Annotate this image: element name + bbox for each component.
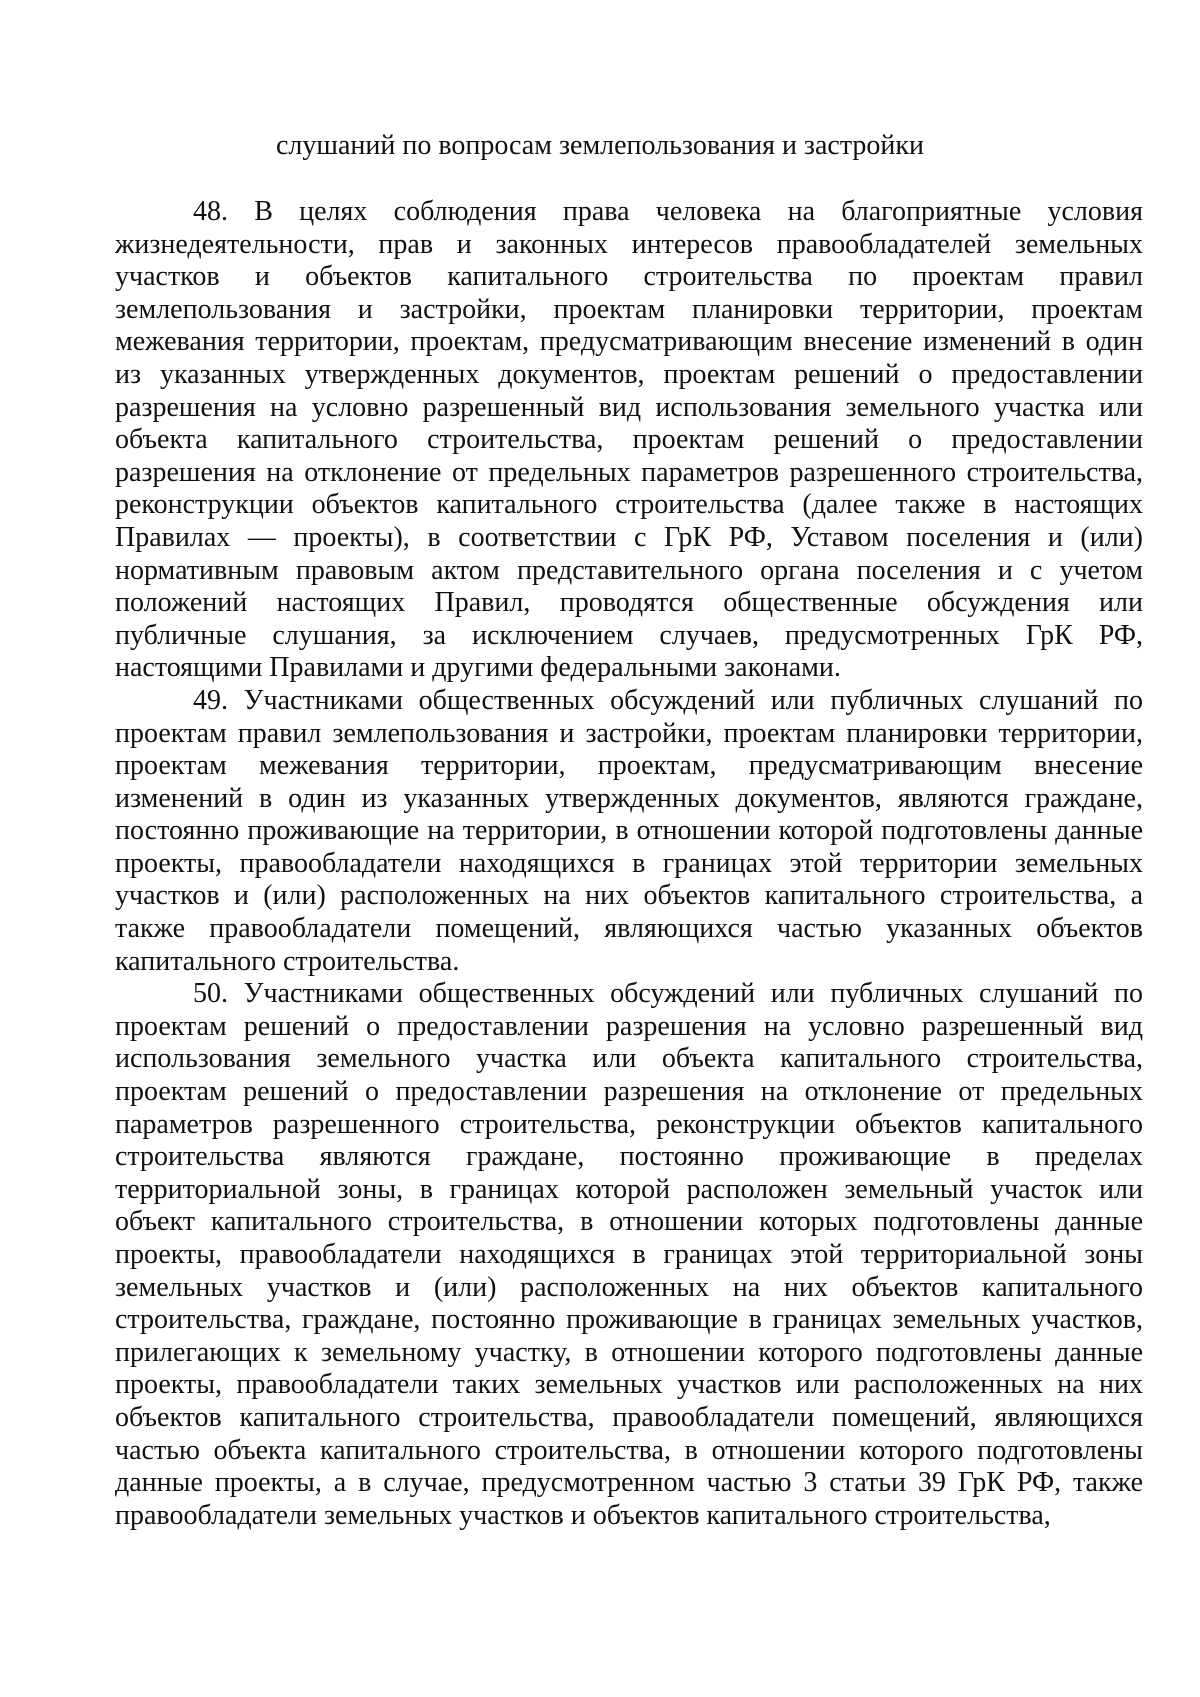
paragraph-48 bbox=[115, 196, 1143, 685]
document-body bbox=[115, 196, 1143, 1532]
paragraph-number: 50. bbox=[193, 978, 228, 1010]
paragraph-number: 48. bbox=[193, 196, 228, 227]
section-heading: слушаний по вопросам землепользования и застройки bbox=[276, 130, 924, 161]
paragraph-text: Участниками общественных обсуждений или публичных слушаний по проектам правил землепользования и застройки, проектам планировки территории, проектам межевания территории, проектам, предусматривающим внесение изменений в один из указанных утвержденных документов, являются граждане, постоянно проживающие на территории, в отношении которой подготовлены данные проекты, правообладатели находящихся в границах этой территории земельных участков и (или) расположенных на них объектов капитального строительства, а также правообладатели помещений, являющихся частью указанных объектов капитального строительства. bbox=[115, 684, 1143, 977]
paragraph-50 bbox=[115, 978, 1143, 1532]
paragraph-text: В целях соблюдения права человека на благоприятные условия жизнедеятельности, прав и законных интересов правообладателей земельных участков и объектов капитального строительства по проектам правил землепользования и застройки, проектам планировки территории, проектам межевания территории, проектам, предусматривающим внесение изменений в один из указанных утвержденных документов, проектам решений о предоставлении разрешения на условно разрешенный вид использования земельного участка или объекта капитального строительства, проектам решений о предоставлении разрешения на отклонение от предельных параметров разрешенного строительства, реконструкции объектов капитального строительства (далее также в настоящих Правилах — проекты), в соответствии с ГрК РФ, Уставом поселения и (или) нормативным правовым актом представительного органа поселения и с учетом положений настоящих Правил, проводятся общественные обсуждения или публичные слушания, за исключением случаев, предусмотренных ГрК РФ, настоящими Правилами и другими федеральными законами. bbox=[115, 196, 1143, 684]
paragraph-number: 49. bbox=[193, 684, 228, 716]
paragraph-text: Участниками общественных обсуждений или публичных слушаний по проектам решений о предоставлении разрешения на условно разрешенный вид использования земельного участка или объекта капитального строительства, проектам решений о предоставлении разрешения на отклонение от предельных параметров разрешенного строительства, реконструкции объектов капитального строительства являются граждане, постоянно проживающие в пределах территориальной зоны, в границах которой расположен земельный участок или объект капитального строительства, в отношении которых подготовлены данные проекты, правообладатели находящихся в границах этой территориальной зоны земельных участков и (или) расположенных на них объектов капитального строительства, граждане, постоянно проживающие в границах земельных участков, прилегающих к земельному участку, в отношении которого подготовлены данные проекты, правообладатели таких земельных участков или расположенных на них объектов капитального строительства, правообладатели помещений, являющихся частью объекта капитального строительства, в отношении которого подготовлены данные проекты, а в случае, предусмотренном частью 3 статьи 39 ГрК РФ, также правообладатели земельных участков и объектов капитального строительства, bbox=[115, 978, 1143, 1531]
paragraph-49 bbox=[115, 685, 1143, 978]
